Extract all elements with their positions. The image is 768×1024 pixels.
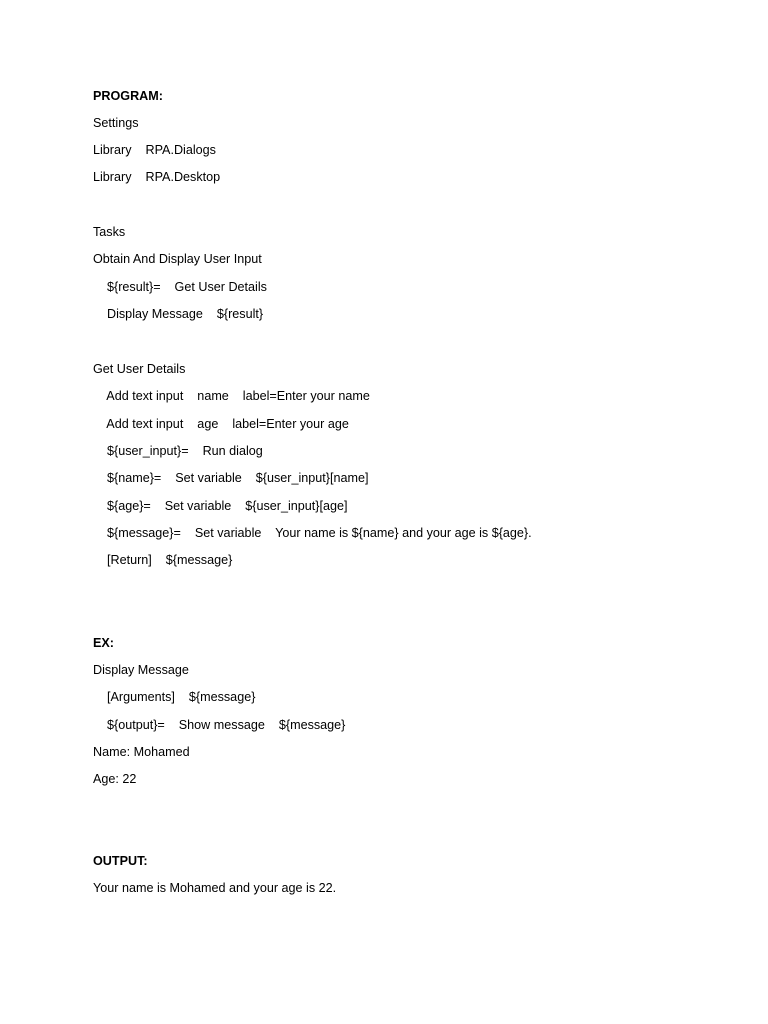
- example-line-age: Age: 22: [93, 772, 137, 786]
- program-line-get-details-call: ${result}= Get User Details: [93, 280, 267, 294]
- program-line-set-age: ${age}= Set variable ${user_input}[age]: [93, 499, 348, 513]
- example-line-keyword-name: Display Message: [93, 663, 189, 677]
- program-line-library-dialogs: Library RPA.Dialogs: [93, 143, 216, 157]
- example-line-arguments: [Arguments] ${message}: [93, 690, 256, 704]
- program-line-name-input: Add text input name label=Enter your name: [93, 389, 370, 403]
- program-line-settings: Settings: [93, 116, 139, 130]
- program-line-tasks: Tasks: [93, 225, 126, 239]
- program-line-keyword-name: Get User Details: [93, 362, 186, 376]
- program-line-display-call: Display Message ${result}: [93, 307, 264, 321]
- program-line-age-input: Add text input age label=Enter your age: [93, 417, 349, 431]
- program-line-set-name: ${name}= Set variable ${user_input}[name]: [93, 471, 369, 485]
- program-line-run-dialog: ${user_input}= Run dialog: [93, 444, 263, 458]
- program-heading: PROGRAM:: [93, 89, 163, 103]
- output-heading: OUTPUT:: [93, 854, 148, 868]
- program-line-library-desktop: Library RPA.Desktop: [93, 170, 221, 184]
- output-line-result: Your name is Mohamed and your age is 22.: [93, 881, 337, 895]
- program-line-return: [Return] ${message}: [93, 553, 233, 567]
- example-line-show-message: ${output}= Show message ${message}: [93, 718, 346, 732]
- example-line-name: Name: Mohamed: [93, 745, 190, 759]
- program-line-set-message: ${message}= Set variable Your name is ${name} and your age is ${age}.: [93, 526, 532, 540]
- program-line-task-name: Obtain And Display User Input: [93, 252, 262, 266]
- example-heading: EX:: [93, 636, 114, 650]
